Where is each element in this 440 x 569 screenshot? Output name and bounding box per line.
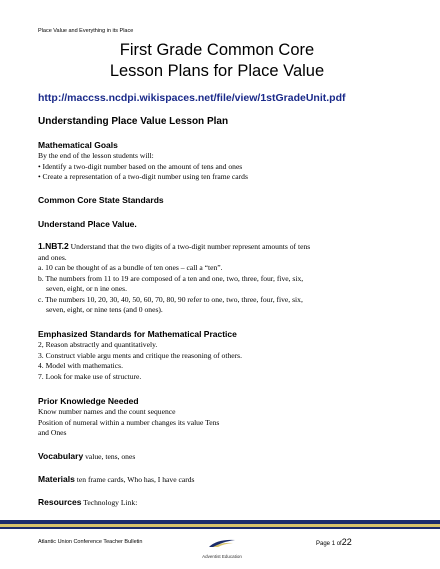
materials-row <box>38 474 378 486</box>
running-header: Place Value and Everything in its Place <box>38 28 134 34</box>
vocabulary-row <box>38 451 378 463</box>
practice-heading: Emphasized Standards for Mathematical Practice <box>38 329 237 339</box>
page-number: Page 1 of22 <box>316 537 352 547</box>
adventist-education-logo <box>190 535 254 559</box>
standard-line: and ones. <box>38 252 67 262</box>
practice-line: 2, Reason abstractly and quantitatively. <box>38 340 158 349</box>
materials-label: Materials <box>38 474 75 484</box>
lesson-heading: Understanding Place Value Lesson Plan <box>38 116 229 127</box>
logo-text: Adventist Education <box>202 554 242 559</box>
standard-line: b. The numbers from 11 to 19 are composed of a ten and one, two, three, four, five, six, <box>38 273 304 283</box>
resources-row <box>38 497 378 509</box>
standards-heading: Common Core State Standards <box>38 195 164 205</box>
title-line-1: First Grade Common Core <box>119 41 315 59</box>
goals-line: • Create a representation of a two-digit number using ten frame cards <box>38 172 248 181</box>
goals-list <box>38 151 378 183</box>
standard-line: seven, eight, or nine tens (and 0 ones). <box>46 305 163 314</box>
standard-line: a. 10 can be thought of as a bundle of ten ones – call a “ten”. <box>38 263 223 272</box>
footer-publication: Atlantic Union Conference Teacher Bulletin <box>38 539 143 545</box>
prior-line: and Ones <box>38 428 67 437</box>
vocabulary-label: Vocabulary <box>38 451 84 461</box>
standard-code: 1.NBT.2 <box>38 241 69 251</box>
standard-block <box>38 241 378 316</box>
standard-line: seven, eight, or n ine ones. <box>46 284 127 293</box>
goals-line: By the end of the lesson students will: <box>38 151 154 160</box>
document-title <box>0 40 440 82</box>
resources-text: Technology Link: <box>83 498 138 507</box>
goals-line: • Identify a two-digit number based on the amount of tens and ones <box>38 161 243 171</box>
practice-line: 7. Look for make use of structure. <box>38 371 142 381</box>
goals-heading: Mathematical Goals <box>38 140 118 150</box>
source-link[interactable]: http://maccss.ncdpi.wikispaces.net/file/view/1stGradeUnit.pdf <box>38 92 346 104</box>
standard-line: c. The numbers 10, 20, 30, 40, 50, 60, 70, 80, 90 refer to one, two, three, four, five, six, <box>38 294 303 304</box>
prior-heading: Prior Knowledge Needed <box>38 396 139 406</box>
resources-label: Resources <box>38 497 82 507</box>
footer-band-navy-thin <box>0 527 440 529</box>
prior-list <box>38 407 378 439</box>
standard-line: 1.NBT.2 Understand that the two digits of a two-digit number represent amounts of tens <box>38 241 311 251</box>
materials-text: ten frame cards, Who has, I have cards <box>76 475 195 484</box>
vocabulary-text: value, tens, ones <box>85 452 136 461</box>
prior-line: Position of numeral within a number changes its value Tens <box>38 417 220 427</box>
practice-line: 3. Construct viable argu ments and critique the reasoning of others. <box>38 350 242 360</box>
practice-line: 4. Model with mathematics. <box>38 361 123 370</box>
flame-logo-icon <box>207 538 237 548</box>
practice-list <box>38 340 378 382</box>
prior-line: Know number names and the count sequence <box>38 407 176 416</box>
title-line-2: Lesson Plans for Place Value <box>109 62 325 80</box>
standards-subheading: Understand Place Value. <box>38 219 137 229</box>
